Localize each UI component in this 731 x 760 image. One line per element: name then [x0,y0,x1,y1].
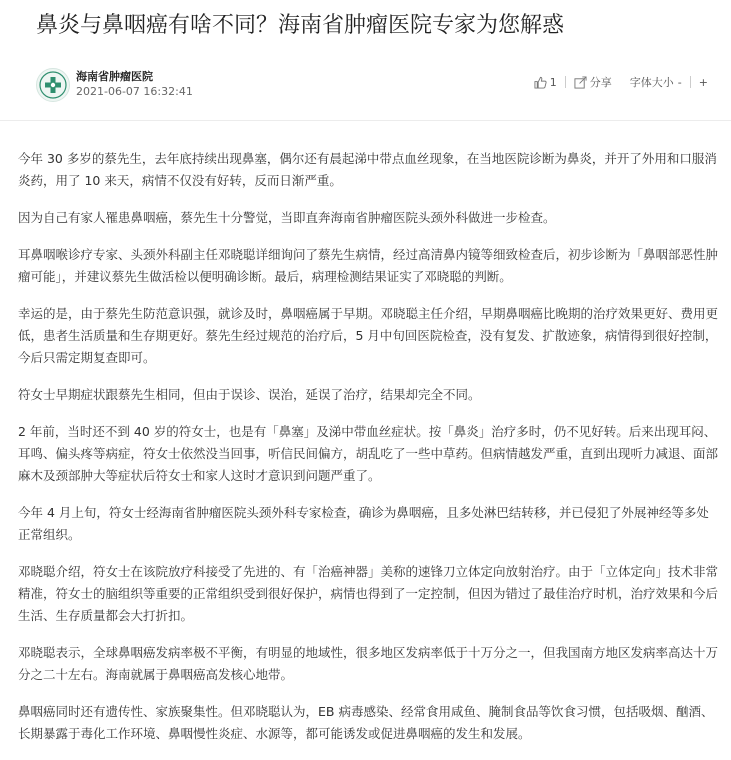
font-decrease-button[interactable]: - [677,75,682,89]
paragraph: 符女士早期症状跟蔡先生相同，但由于误诊、误治，延误了治疗，结果却完全不同。 [18,387,481,402]
article-title: 鼻炎与鼻咽癌有啥不同？海南省肿瘤医院专家为您解惑 [36,13,565,38]
article-actions [526,74,708,90]
share-icon [574,76,587,89]
thumbs-up-icon [534,76,547,89]
article-meta [36,68,716,104]
font-size-control [630,74,708,90]
author-name[interactable]: 海南省肿瘤医院 [76,70,153,83]
paragraph: 邓晓聪介绍，符女士在该院放疗科接受了先进的、有「治癌神器」美称的速锋刀立体定向放射治疗。由于「立体定向」技术非常精准，符女士的脑组织等重要的正常组织受到很好保护，病情也得到了一定控制，但因为错过了最佳治疗时机，治疗效果和今后生活、生存质量都会大打折扣。 [18,564,719,623]
divider [690,76,691,88]
share-label: 分享 [589,76,612,89]
hospital-logo-icon [37,69,69,101]
paragraph: 耳鼻咽喉诊疗专家、头颈外科副主任邓晓聪详细询问了蔡先生病情，经过高清鼻内镜等细致检查后，初步诊断为「鼻咽部恶性肿瘤可能」，并建议蔡先生做活检以便明确诊断。最后，病理检测结果证实了邓晓聪的判断。 [18,247,719,284]
share-button[interactable] [574,74,612,90]
header-divider [0,120,731,121]
like-count: 1 [549,75,557,89]
paragraph: 邓晓聪表示，全球鼻咽癌发病率极不平衡，有明显的地域性，很多地区发病率低于十万分之一，但我国南方地区发病率高达十万分之二十左右。海南就属于鼻咽癌高发核心地带。 [18,645,719,682]
like-button[interactable] [534,76,557,89]
font-size-label: 字体大小 [629,76,674,89]
paragraph: 2 年前，当时还不到 40 岁的符女士，也是有「鼻塞」及涕中带血丝症状。按「鼻炎」治疗多时，仍不见好转。后来出现耳闷、耳鸣、偏头疼等病症，符女士依然没当回事，听信民间偏方，胡乱吃了一些中草药。但病情越发严重，直到出现听力减退、面部麻木及颈部肿大等症状后符女士和家人这时才意识到问题严重了。 [18,424,719,483]
paragraph: 因为自己有家人罹患鼻咽癌，蔡先生十分警觉，当即直奔海南省肿瘤医院头颈外科做进一步检查。 [18,210,556,225]
publish-date: 2021-06-07 16:32:41 [76,85,193,98]
paragraph: 鼻咽癌同时还有遗传性、家族聚集性。但邓晓聪认为，EB 病毒感染、经常食用咸鱼、腌制食品等饮食习惯，包括吸烟、酗酒、长期暴露于毒化工作环境、鼻咽慢性炎症、水源等，都可能诱发或促进鼻咽癌的发生和发展。 [18,704,714,741]
avatar[interactable] [36,68,70,102]
paragraph: 幸运的是，由于蔡先生防范意识强，就诊及时，鼻咽癌属于早期。邓晓聪主任介绍，早期鼻咽癌比晚期的治疗效果更好、费用更低，患者生活质量和生存期更好。蔡先生经过规范的治疗后，5 月中旬回医院检查，没有复发、扩散迹象，病情得到很好控制，今后只需定期复查即可。 [18,306,719,365]
paragraph: 今年 4 月上旬，符女士经海南省肿瘤医院头颈外科专家检查，确诊为鼻咽癌，且多处淋巴结转移，并已侵犯了外展神经等多处正常组织。 [18,505,709,542]
article-body [18,148,718,760]
font-increase-button[interactable]: + [698,75,708,89]
paragraph: 今年 30 多岁的蔡先生，去年底持续出现鼻塞，偶尔还有晨起涕中带点血丝现象，在当地医院诊断为鼻炎，并开了外用和口服消炎药，用了 10 来天，病情不仅没有好转，反而日渐严重。 [18,151,717,188]
divider [565,76,566,88]
